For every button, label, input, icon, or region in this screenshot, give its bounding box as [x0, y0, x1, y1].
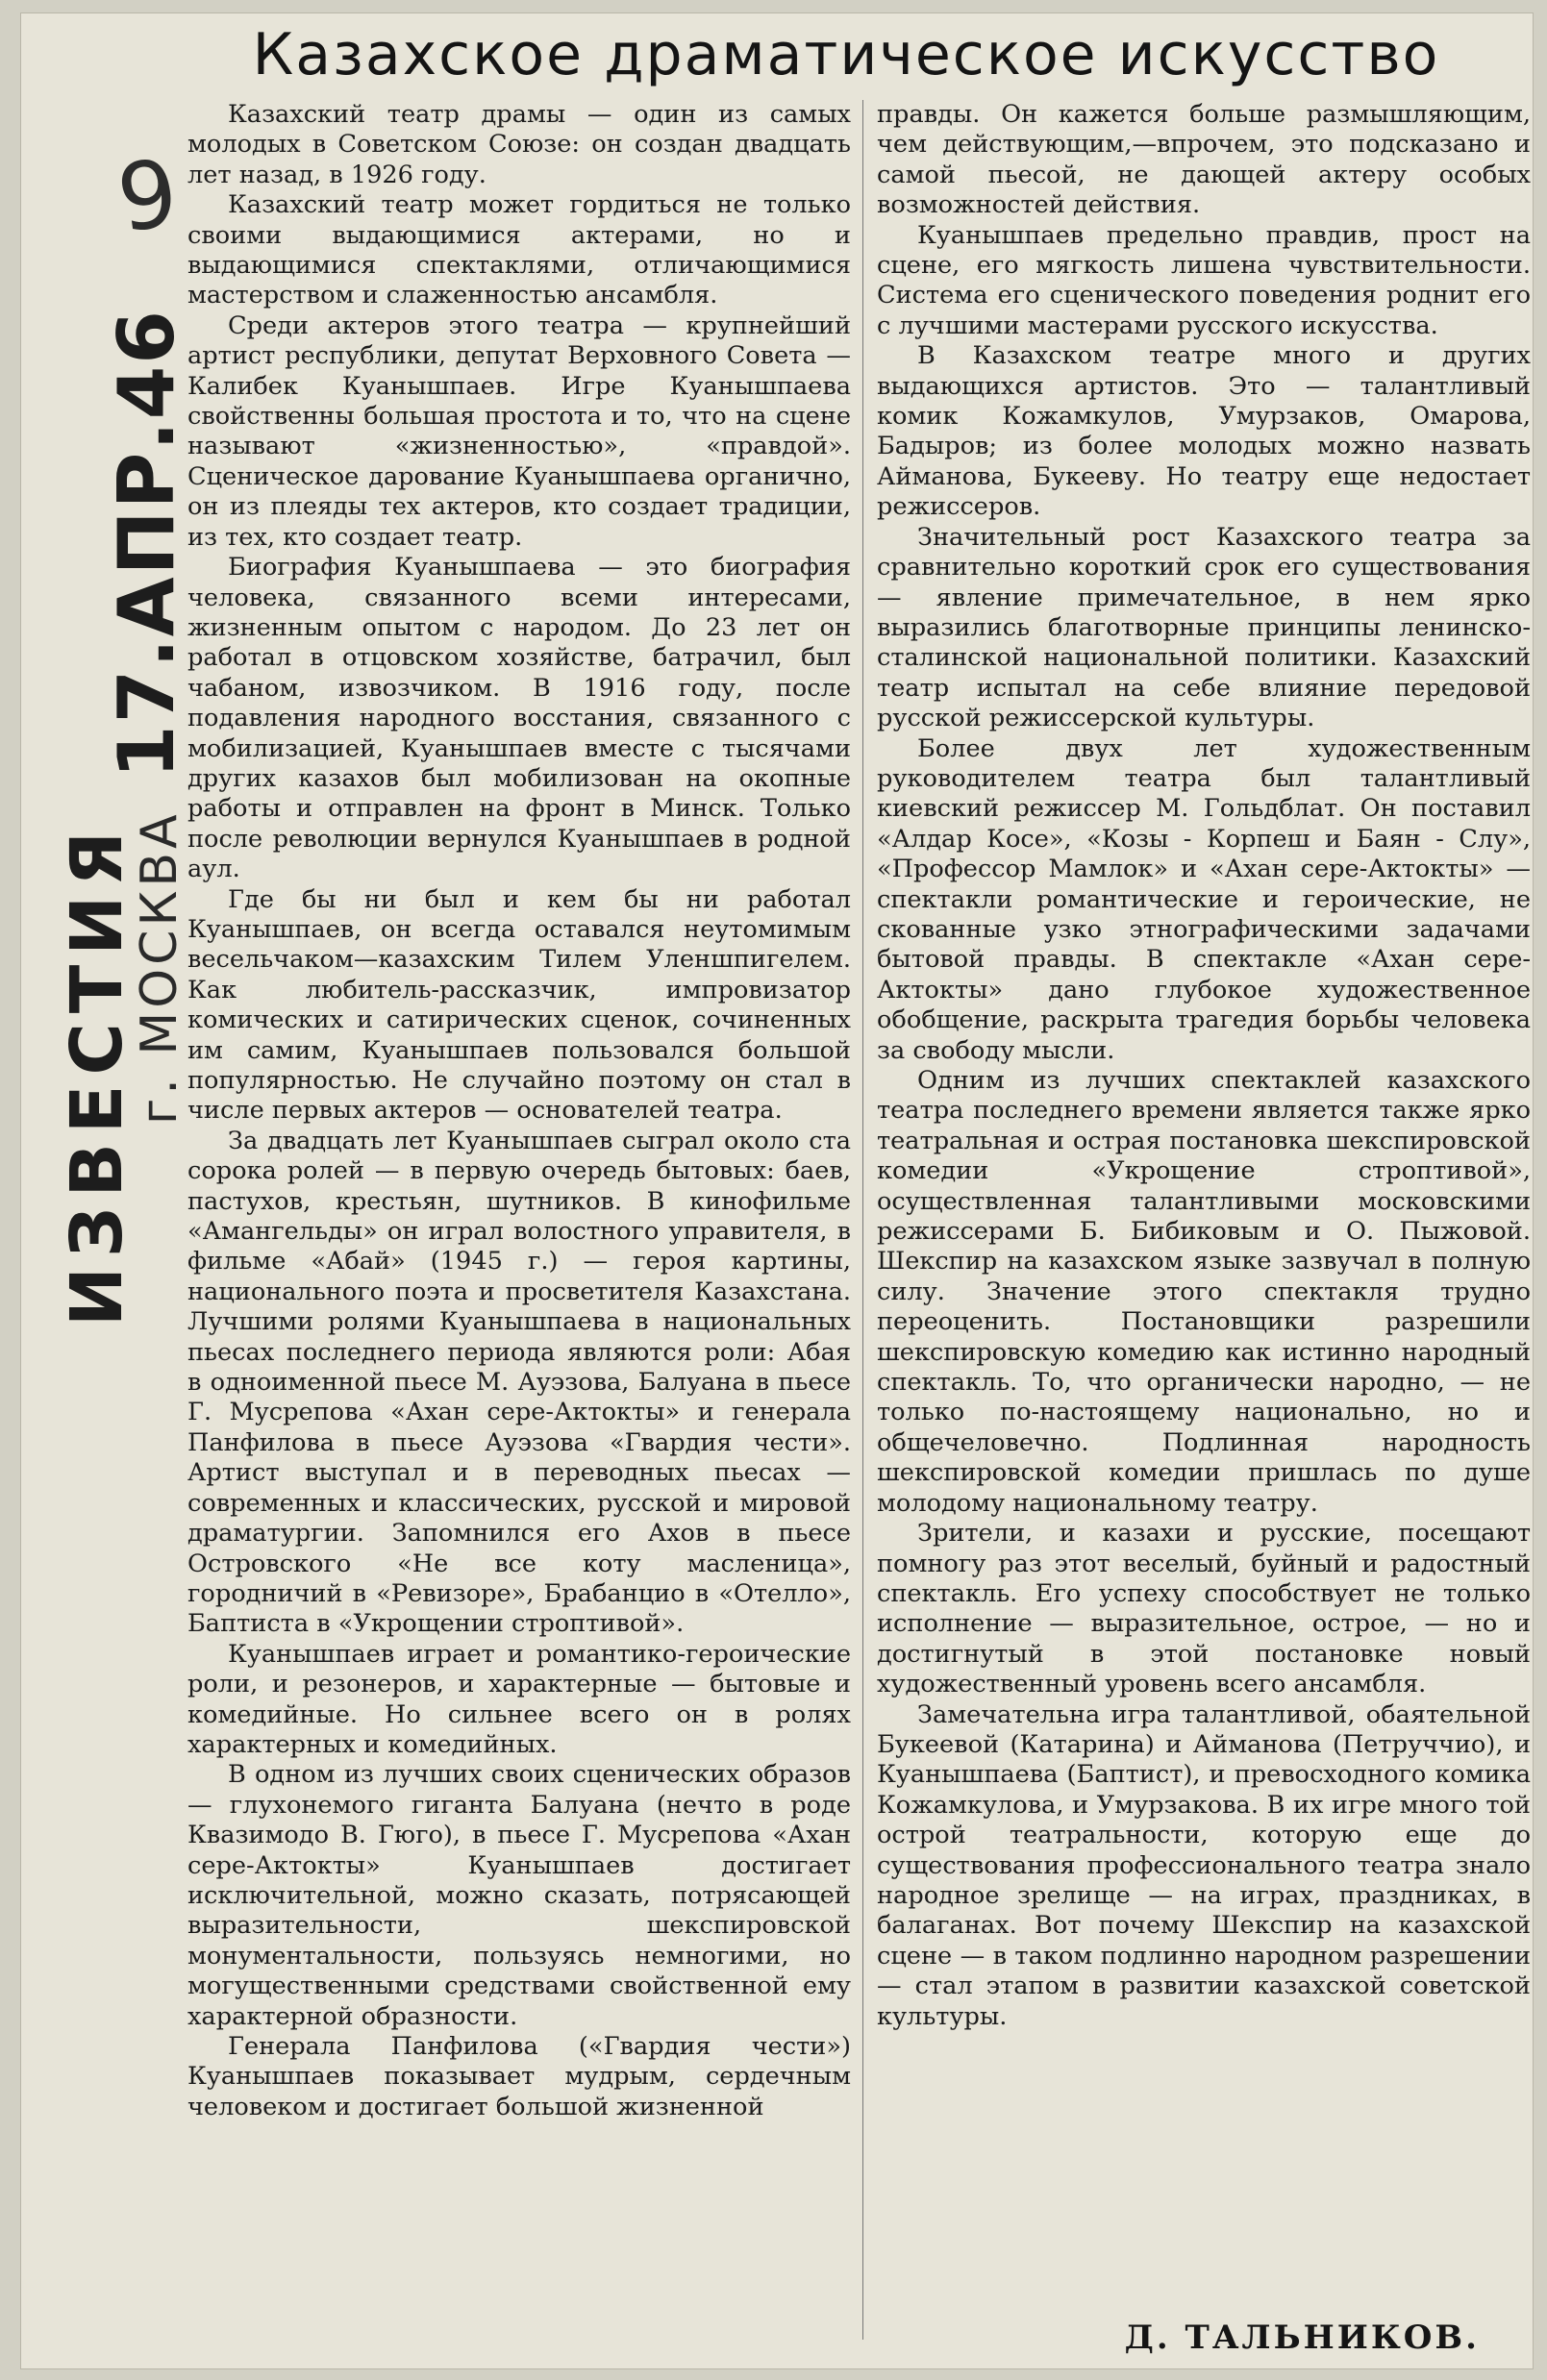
paragraph: Генерала Панфилова («Гвардия чести») Куанышпаев показывает мудрым, сердечным человеком и достигает большой жизненной: [187, 2032, 851, 2121]
paragraph: Где бы ни был и кем бы ни работал Куанышпаев, он всегда оставался неутомимым весельчаком—казахским Тилем Уленшпигелем. Как любитель-рассказчик, импровизатор комических и сатирических сценок, сочиненных им самим, Куанышпаев пользовался большой популярностью. Не случайно поэтому он стал в числе первых актеров — основателей театра.: [187, 884, 851, 1126]
paragraph: Казахский театр драмы — один из самых молодых в Советском Союзе: он создан двадцать лет назад, в 1926 году.: [187, 100, 851, 189]
paragraph: Зрители, и казахи и русские, посещают помногу раз этот веселый, буйный и радостный спектакль. Его успеху способствует не только исполнение — выразительное, острое, — но и достигнутый в этой постановке новый художественный уровень всего ансамбля.: [877, 1519, 1531, 1699]
city-stamp: г. МОСКВА: [131, 810, 188, 1125]
paragraph: Среди актеров этого театра — крупнейший артист республики, депутат Верховного Совета — Калибек Куанышпаев. Игре Куанышпаева свойственны большая простота и то, что на сцене называют «жизненностью», «правдой». Сценическое дарование Куанышпаева органично, он из плеяды тех актеров, кто создает традиции, из тех, кто создает театр.: [187, 310, 851, 552]
margin-annotations: [27, 87, 191, 1355]
paragraph: Куанышпаев играет и романтико-героические роли, и резонеров, и характерные — бытовые и комедийные. Но сильнее всего он в ролях характерных и комедийных.: [187, 1639, 851, 1759]
paragraph: Значительный рост Казахского театра за сравнительно короткий срок его существования — явление примечательное, в нем ярко выразились благотворные принципы ленинско-сталинской национальной политики. Казахский театр испытал на себе влияние передовой русской режиссерской культуры.: [877, 522, 1531, 733]
paragraph: За двадцать лет Куанышпаев сыграл около ста сорока ролей — в первую очередь бытовых: баев, пастухов, крестьян, шутников. В кинофильме «Амангельды» он играл волостного управителя, в фильме «Абай» (1945 г.) — героя картины, национального поэта и просветителя Казахстана. Лучшими ролями Куанышпаева в национальных пьесах последнего периода являются роли: Абая в одноименной пьесе М. Ауэзова, Балуана в пьесе Г. Мусрепова «Ахан сере-Актокты» и генерала Панфилова в пьесе Ауэзова «Гвардия чести». Артист выступал и в переводных пьесах — современных и классических, русской и мировой драматургии. Запомнился его Ахов в пьесе Островского «Не все коту масленица», городничий в «Ревизоре», Брабанцио в «Отелло», Баптиста в «Укрощении строптивой».: [187, 1126, 851, 1639]
paragraph: В Казахском театре много и других выдающихся артистов. Это — талантливый комик Кожамкулов, Умурзаков, Омарова, Бадыров; из более молодых можно назвать Айманова, Букееву. Но театру еще недостает режиссеров.: [877, 341, 1531, 522]
column-divider: [862, 100, 863, 2340]
paragraph: Замечательна игра талантливой, обаятельной Букеевой (Катарина) и Айманова (Петруччио), и Куанышпаева (Баптист), и превосходного комика Кожамкулова, и Умурзакова. В их игре много той острой театральности, которую еще до существования профессионального театра знало народное зрелище — на играх, праздниках, в балаганах. Вот почему Шекспир на казахской сцене — в таком подлинно народном разрешении — стал этапом в развитии казахской советской культуры.: [877, 1699, 1531, 2031]
paragraph: правды. Он кажется больше размышляющим, чем действующим,—впрочем, это подсказано и самой пьесой, не дающей актеру особых возможностей действия.: [877, 100, 1531, 220]
date-stamp: 17.АПР.46: [102, 309, 191, 779]
paragraph: Биография Куанышпаева — это биография человека, связанного всеми интересами, жизненным опытом с народом. До 23 лет он работал в отцовском хозяйстве, батрачил, был чабаном, извозчиком. В 1916 году, после подавления народного восстания, связанного с мобилизацией, Куанышпаев вместе с тысячами других казахов был мобилизован на окопные работы и отправлен на фронт в Минск. Только после революции вернулся Куанышпаев в родной аул.: [187, 553, 851, 884]
newspaper-name-stamp: ИЗВЕСТИЯ: [56, 821, 138, 1326]
paragraph: Более двух лет художественным руководителем театра был талантливый киевский режиссер М. Гольдблат. Он поставил «Алдар Косе», «Козы - Корпеш и Баян - Слу», «Профессор Мамлок» и «Ахан сере-Актокты» — спектакли романтические и героические, не скованные узко этнографическими задачами бытовой правды. В спектакле «Ахан сере-Актокты» дано глубокое художественное обобщение, раскрыта трагедия борьбы человека за свободу мысли.: [877, 733, 1531, 1065]
paragraph: Казахский театр может гордиться не только своими выдающимися актерами, но и выдающимися спектаклями, отличающимися мастерством и слаженностью ансамбля.: [187, 190, 851, 310]
handwritten-number: 9: [111, 138, 185, 254]
article-title: Казахское драматическое искусство: [252, 21, 1440, 88]
paragraph: Одним из лучших спектаклей казахского театра последнего времени является также ярко театральная и острая постановка шекспировской комедии «Укрощение строптивой», осуществленная талантливыми московскими режиссерами Б. Бибиковым и О. Пыжовой. Шекспир на казахском языке зазвучал в полную силу. Значение этого спектакля трудно переоценить. Постановщики разрешили шекспировскую комедию как истинно народный спектакль. То, что органически народно, — не только по-настоящему национально, но и общечеловечно. Подлинная народность шекспировской комедии пришлась по душе молодому национальному театру.: [877, 1066, 1531, 1518]
author-signature: Д. ТАЛЬНИКОВ.: [1124, 2318, 1480, 2357]
paragraph: В одном из лучших своих сценических образов — глухонемого гиганта Балуана (нечто в роде Квазимодо В. Гюго), в пьесе Г. Мусрепова «Ахан сере-Актокты» Куанышпаев достигает исключительной, можно сказать, потрясающей выразительности, шекспировской монументальности, пользуясь немногими, но могущественными средствами свойственной ему характерной образности.: [187, 1760, 851, 2031]
right-column: [877, 100, 1531, 2311]
paragraph: Куанышпаев предельно правдив, прост на сцене, его мягкость лишена чувствительности. Система его сценического поведения роднит его с лучшими мастерами русского искусства.: [877, 220, 1531, 340]
left-column: [187, 100, 851, 2349]
